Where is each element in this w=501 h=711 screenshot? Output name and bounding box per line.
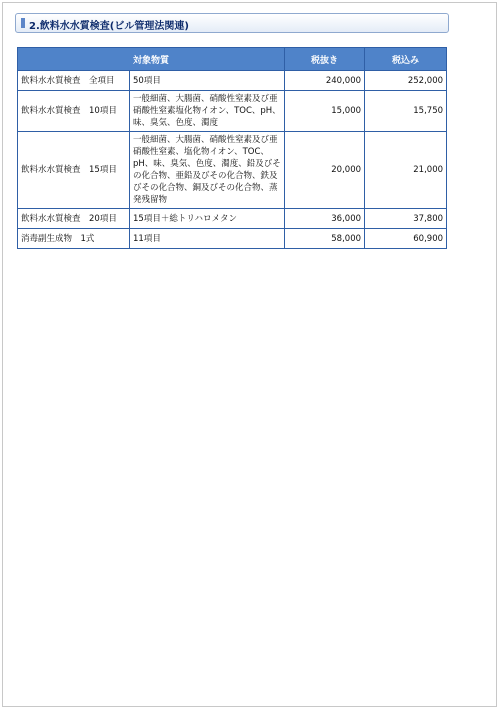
price-with-tax: 15,750 <box>365 91 447 132</box>
header-substances: 対象物質 <box>18 48 285 71</box>
table-row <box>18 71 447 91</box>
test-name: 飲料水水質検査 全項目 <box>18 71 130 91</box>
price-pre-tax: 15,000 <box>285 91 365 132</box>
price-table <box>17 47 447 249</box>
target-substances: 11項目 <box>130 229 285 249</box>
price-with-tax: 252,000 <box>365 71 447 91</box>
price-with-tax: 21,000 <box>365 132 447 209</box>
test-name: 飲料水水質検査 10項目 <box>18 91 130 132</box>
table-row <box>18 229 447 249</box>
section-title: 2.飲料水水質検査(ビル管理法関連) <box>29 21 189 32</box>
target-substances: 50項目 <box>130 71 285 91</box>
heading-marker-icon <box>21 18 25 28</box>
header-pre-tax: 税抜き <box>285 48 365 71</box>
price-pre-tax: 58,000 <box>285 229 365 249</box>
target-substances: 一般細菌、大腸菌、硝酸性窒素及び亜硝酸性窒素塩化物イオン、TOC、pH、味、臭気、色度、濁度 <box>130 91 285 132</box>
header-with-tax: 税込み <box>365 48 447 71</box>
price-pre-tax: 240,000 <box>285 71 365 91</box>
price-pre-tax: 20,000 <box>285 132 365 209</box>
test-name: 飲料水水質検査 15項目 <box>18 132 130 209</box>
table-row <box>18 209 447 229</box>
table-row <box>18 91 447 132</box>
test-name: 消毒副生成物 1式 <box>18 229 130 249</box>
price-pre-tax: 36,000 <box>285 209 365 229</box>
target-substances: 一般細菌、大腸菌、硝酸性窒素及び亜硝酸性窒素、塩化物イオン、TOC、pH、味、臭気、色度、濁度、鉛及びその化合物、亜鉛及びその化合物、鉄及びその化合物、銅及びその化合物、蒸発残留物 <box>130 132 285 209</box>
table-header-row <box>18 48 447 71</box>
price-with-tax: 37,800 <box>365 209 447 229</box>
target-substances: 15項目＋総トリハロメタン <box>130 209 285 229</box>
price-with-tax: 60,900 <box>365 229 447 249</box>
test-name: 飲料水水質検査 20項目 <box>18 209 130 229</box>
table-row <box>18 132 447 209</box>
section-heading <box>15 13 449 33</box>
